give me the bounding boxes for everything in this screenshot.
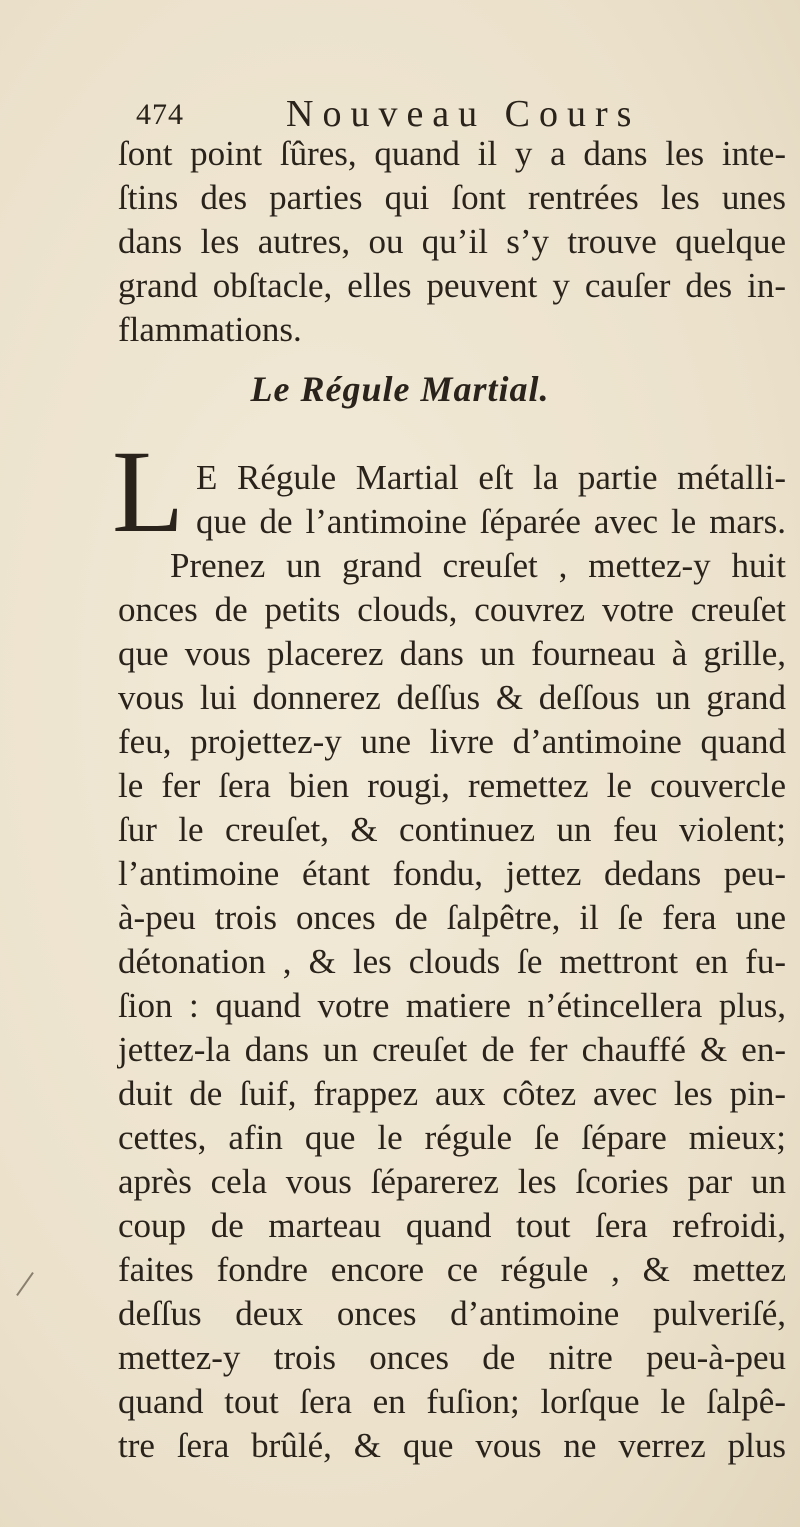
text-line: dans les autres, ou qu’il s’y trouve quelque <box>118 222 786 261</box>
text-line: grand obſtacle, elles peuvent y cauſer des in- <box>118 266 786 305</box>
text-line: l’antimoine étant fondu, jettez dedans peu- <box>118 854 786 893</box>
text-line: ſur le creuſet, & continuez un feu violent; <box>118 810 786 849</box>
text-line: ſont point ſûres, quand il y a dans les inte- <box>118 134 786 173</box>
text-line: mettez-y trois onces de nitre peu-à-peu <box>118 1338 786 1377</box>
text-line: jettez-la dans un creuſet de fer chauffé & en- <box>118 1030 786 1069</box>
text-line: faites fondre encore ce régule , & mettez <box>118 1250 786 1289</box>
text-line: onces de petits clouds, couvrez votre creuſet <box>118 590 786 629</box>
text-line: quand tout ſera en fuſion; lorſque le ſalpê- <box>118 1382 786 1421</box>
text-line: deſſus deux onces d’antimoine pulveriſé, <box>118 1294 786 1333</box>
text-line: vous lui donnerez deſſus & deſſous un grand <box>118 678 786 717</box>
text-line: feu, projettez-y une livre d’antimoine quand <box>118 722 786 761</box>
text-line: après cela vous ſéparerez les ſcories par un <box>118 1162 786 1201</box>
text-line: coup de marteau quand tout ſera refroidi, <box>118 1206 786 1245</box>
text-line: tre ſera brûlé, & que vous ne verrez plus <box>118 1426 786 1465</box>
drop-cap: L <box>112 426 185 557</box>
text-line: flammations. <box>118 310 302 349</box>
text-line: duit de ſuif, frappez aux côtez avec les pin- <box>118 1074 786 1113</box>
text-line: détonation , & les clouds ſe mettront en fu- <box>118 942 786 981</box>
text-line: que de l’antimoine ſéparée avec le mars. <box>196 502 786 541</box>
text-line: que vous placerez dans un fourneau à grille, <box>118 634 786 673</box>
page-number: 474 <box>136 98 184 131</box>
text-line: cettes, afin que le régule ſe ſépare mieux; <box>118 1118 786 1157</box>
text-line: à-peu trois onces de ſalpêtre, il ſe fera une <box>118 898 786 937</box>
running-title: Nouveau Cours <box>286 93 641 135</box>
text-line: le fer ſera bien rougi, remettez le couvercle <box>118 766 786 805</box>
text-line: Prenez un grand creuſet , mettez-y huit <box>170 546 786 585</box>
text-line: E Régule Martial eſt la partie métalli- <box>196 458 786 497</box>
page-header <box>136 92 776 135</box>
section-title: Le Régule Martial. <box>250 369 550 409</box>
text-line: ſtins des parties qui ſont rentrées les unes <box>118 178 786 217</box>
ink-mark <box>16 1272 34 1296</box>
text-line: ſion : quand votre matiere n’étincellera plus, <box>118 986 786 1025</box>
